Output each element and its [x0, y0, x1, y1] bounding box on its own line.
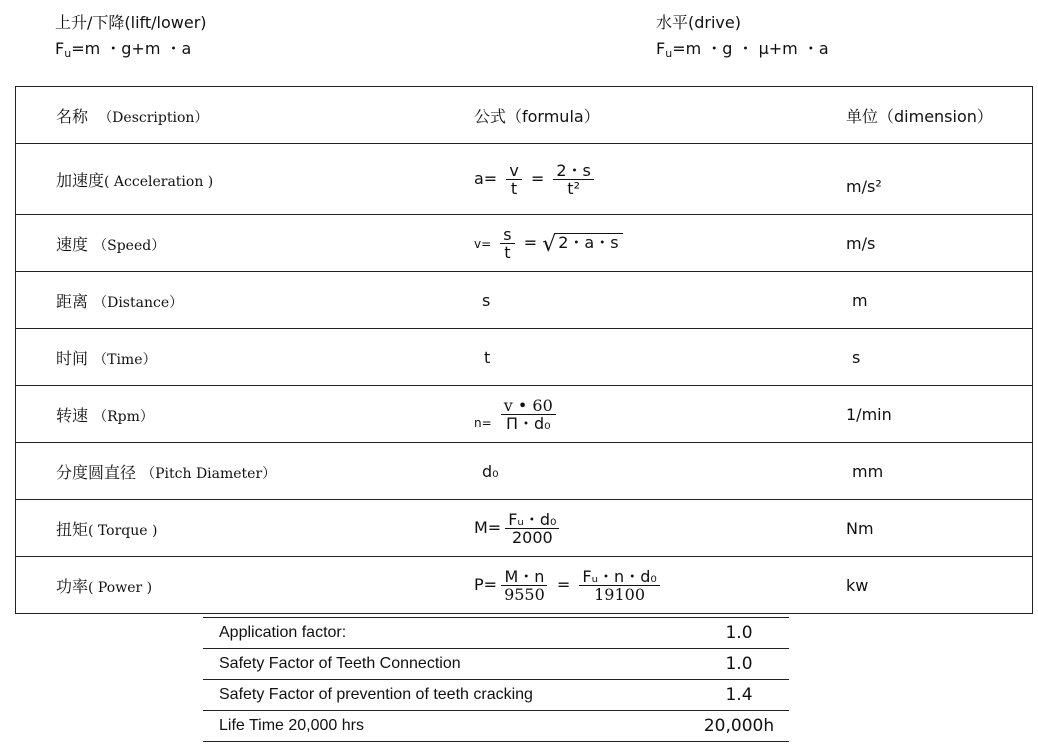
- unit-cell: 1/min: [846, 386, 1033, 443]
- formula-cell: P= $\frac{M・n}{9550}$ = $\frac{\text{Fᵤ・n・d₀}}{19100}$: [456, 557, 846, 614]
- formula-cell: s: [456, 272, 846, 329]
- formula-cell: t: [456, 329, 846, 386]
- factor-row: [203, 711, 789, 742]
- lift-lower-title: 上升/下降(lift/lower): [55, 13, 207, 32]
- table-header-row: [16, 87, 1033, 144]
- formula-cell: v= $\frac{s}{t}$ = √ 2・a・s: [456, 215, 846, 272]
- table-row: 转速 （Rpm） $_{n=}$ $\frac{v • 60}{\text{Π・d₀}}$ 1/min: [16, 386, 1033, 443]
- header-unit: 单位（dimension）: [846, 106, 993, 126]
- unit-cell: m: [846, 272, 1033, 329]
- lift-lower-header: [55, 10, 207, 64]
- factor-value: 1.4: [689, 680, 789, 711]
- factor-label: Safety Factor of prevention of teeth cracking: [203, 680, 689, 711]
- formula-cell: $_{n=}$ $\frac{v • 60}{\text{Π・d₀}}$: [456, 386, 846, 443]
- formula-cell: a= $\frac{v}{t}$ = $\frac{2・s}{\text{t²}}$: [456, 144, 846, 215]
- unit-cell: mm: [846, 443, 1033, 500]
- drive-title: 水平(drive): [656, 13, 741, 32]
- header-formula: 公式（formula）: [474, 106, 600, 126]
- drive-header: [656, 10, 829, 64]
- factor-value: 1.0: [689, 618, 789, 649]
- table-row: 速度 （Speed） v= $\frac{s}{t}$ = √ 2・a・s m/s: [16, 215, 1033, 272]
- drive-formula: Fu=m ・g ・ μ+m ・a: [656, 39, 829, 60]
- factor-row: [203, 649, 789, 680]
- factor-label: Application factor:: [203, 618, 689, 649]
- unit-cell: Nm: [846, 500, 1033, 557]
- table-row: 扭矩( Torque ) M= $\frac{\text{Fᵤ・d₀}}{2000}$ Nm: [16, 500, 1033, 557]
- formula-cell: d₀: [456, 443, 846, 500]
- factors-table: [203, 617, 789, 742]
- unit-cell: m/s: [846, 215, 1033, 272]
- table-row: 时间 （Time） t s: [16, 329, 1033, 386]
- lift-lower-formula: Fu=m ・g+m ・a: [55, 39, 192, 60]
- unit-cell: m/s²: [846, 144, 1033, 215]
- table-row: 功率( Power ) P= $\frac{M・n}{9550}$ = $\frac{\text{Fᵤ・n・d₀}}{19100}$ kw: [16, 557, 1033, 614]
- unit-cell: kw: [846, 557, 1033, 614]
- factor-label: Life Time 20,000 hrs: [203, 711, 689, 742]
- factor-label: Safety Factor of Teeth Connection: [203, 649, 689, 680]
- table-row: 分度圆直径 （Pitch Diameter） d₀ mm: [16, 443, 1033, 500]
- factor-value: 20,000h: [689, 711, 789, 742]
- unit-cell: s: [846, 329, 1033, 386]
- header-description: 名称 （Description）: [56, 106, 209, 126]
- factor-row: [203, 680, 789, 711]
- formula-table: [15, 86, 1033, 614]
- factor-value: 1.0: [689, 649, 789, 680]
- table-row: 距离 （Distance） s m: [16, 272, 1033, 329]
- table-row: 加速度( Acceleration ) a= $\frac{v}{t}$ = $\frac{2・s}{\text{t²}}$ m/s²: [16, 144, 1033, 215]
- factor-row: [203, 618, 789, 649]
- formula-cell: M= $\frac{\text{Fᵤ・d₀}}{2000}$: [456, 500, 846, 557]
